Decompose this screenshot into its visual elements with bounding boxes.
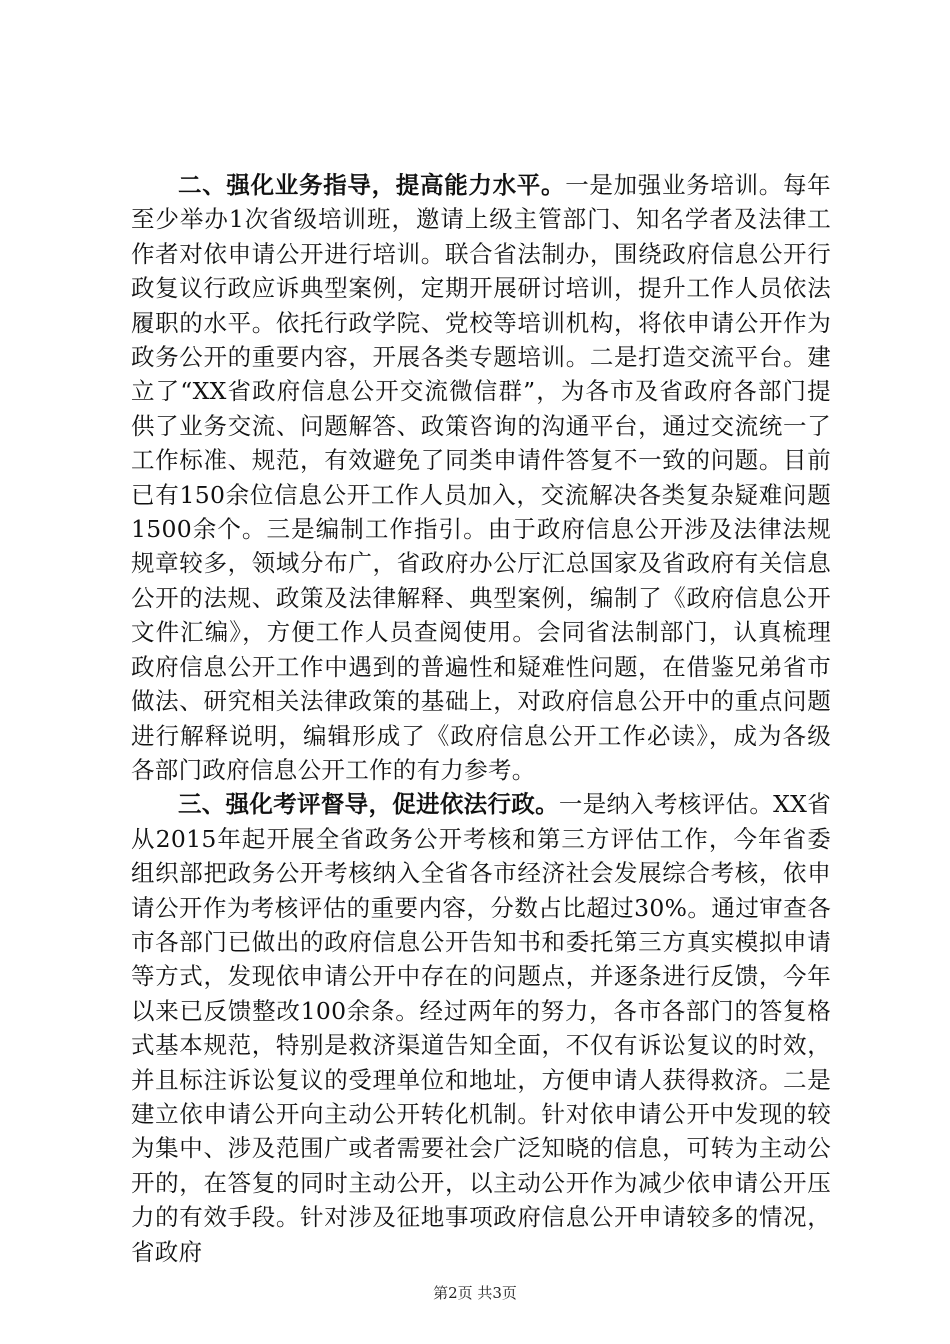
page-footer bbox=[0, 1282, 950, 1303]
paragraph-text: 一是纳入考核评估。XX省从2015年起开展全省政务公开考核和第三方评估工作，今年省委组织部把政务公开考核纳入全省各市经济社会发展综合考核，依申请公开作为考核评估的重要内容，分数占比超过30%。通过审查各市各部门已做出的政府信息公开告知书和委托第三方真实模拟申请等方式，发现依申请公开中存在的问题点，并逐条进行反馈，今年以来已反馈整改100余条。经过两年的努力，各市各部门的答复格式基本规范，特别是救济渠道告知全面，不仅有诉讼复议的时效，并且标注诉讼复议的受理单位和地址，方便申请人获得救济。二是建立依申请公开向主动公开转化机制。针对依申请公开中发现的较为集中、涉及范围广或者需要社会广泛知晓的信息，可转为主动公开的，在答复的同时主动公开，以主动公开作为减少依申请公开压力的有效手段。针对涉及征地事项政府信息公开申请较多的情况，省政府 bbox=[131, 790, 831, 1266]
paragraph-evaluation-supervision bbox=[131, 787, 831, 1269]
paragraph-text: 一是加强业务培训。每年至少举办1次省级培训班，邀请上级主管部门、知名学者及法律工作者对依申请公开进行培训。联合省法制办，围绕政府信息公开行政复议行政应诉典型案例，定期开展研讨培训，提升工作人员依法履职的水平。依托行政学院、党校等培训机构，将依申请公开作为政务公开的重要内容，开展各类专题培训。二是打造交流平台。建立了“XX省政府信息公开交流微信群”，为各市及省政府各部门提供了业务交流、问题解答、政策咨询的沟通平台，通过交流统一了工作标准、规范，有效避免了同类申请件答复不一致的问题。目前已有150余位信息公开工作人员加入，交流解决各类复杂疑难问题1500余个。三是编制工作指引。由于政府信息公开涉及法律法规规章较多，领域分布广，省政府办公厅汇总国家及省政府有关信息公开的法规、政策及法律解释、典型案例，编制了《政府信息公开文件汇编》，方便工作人员查阅使用。会同省法制部门，认真梳理政府信息公开工作中遇到的普遍性和疑难性问题，在借鉴兄弟省市做法、研究相关法律政策的基础上，对政府信息公开中的重点问题进行解释说明，编辑形成了《政府信息公开工作必读》，成为各级各部门政府信息公开工作的有力参考。 bbox=[131, 171, 831, 784]
paragraph-business-guidance bbox=[131, 168, 831, 787]
paragraph-heading: 二、强化业务指导，提高能力水平。 bbox=[178, 171, 566, 199]
page-number: 第2页 共3页 bbox=[433, 1284, 517, 1302]
document-body bbox=[131, 168, 831, 1269]
paragraph-heading: 三、强化考评督导，促进依法行政。 bbox=[178, 790, 559, 819]
